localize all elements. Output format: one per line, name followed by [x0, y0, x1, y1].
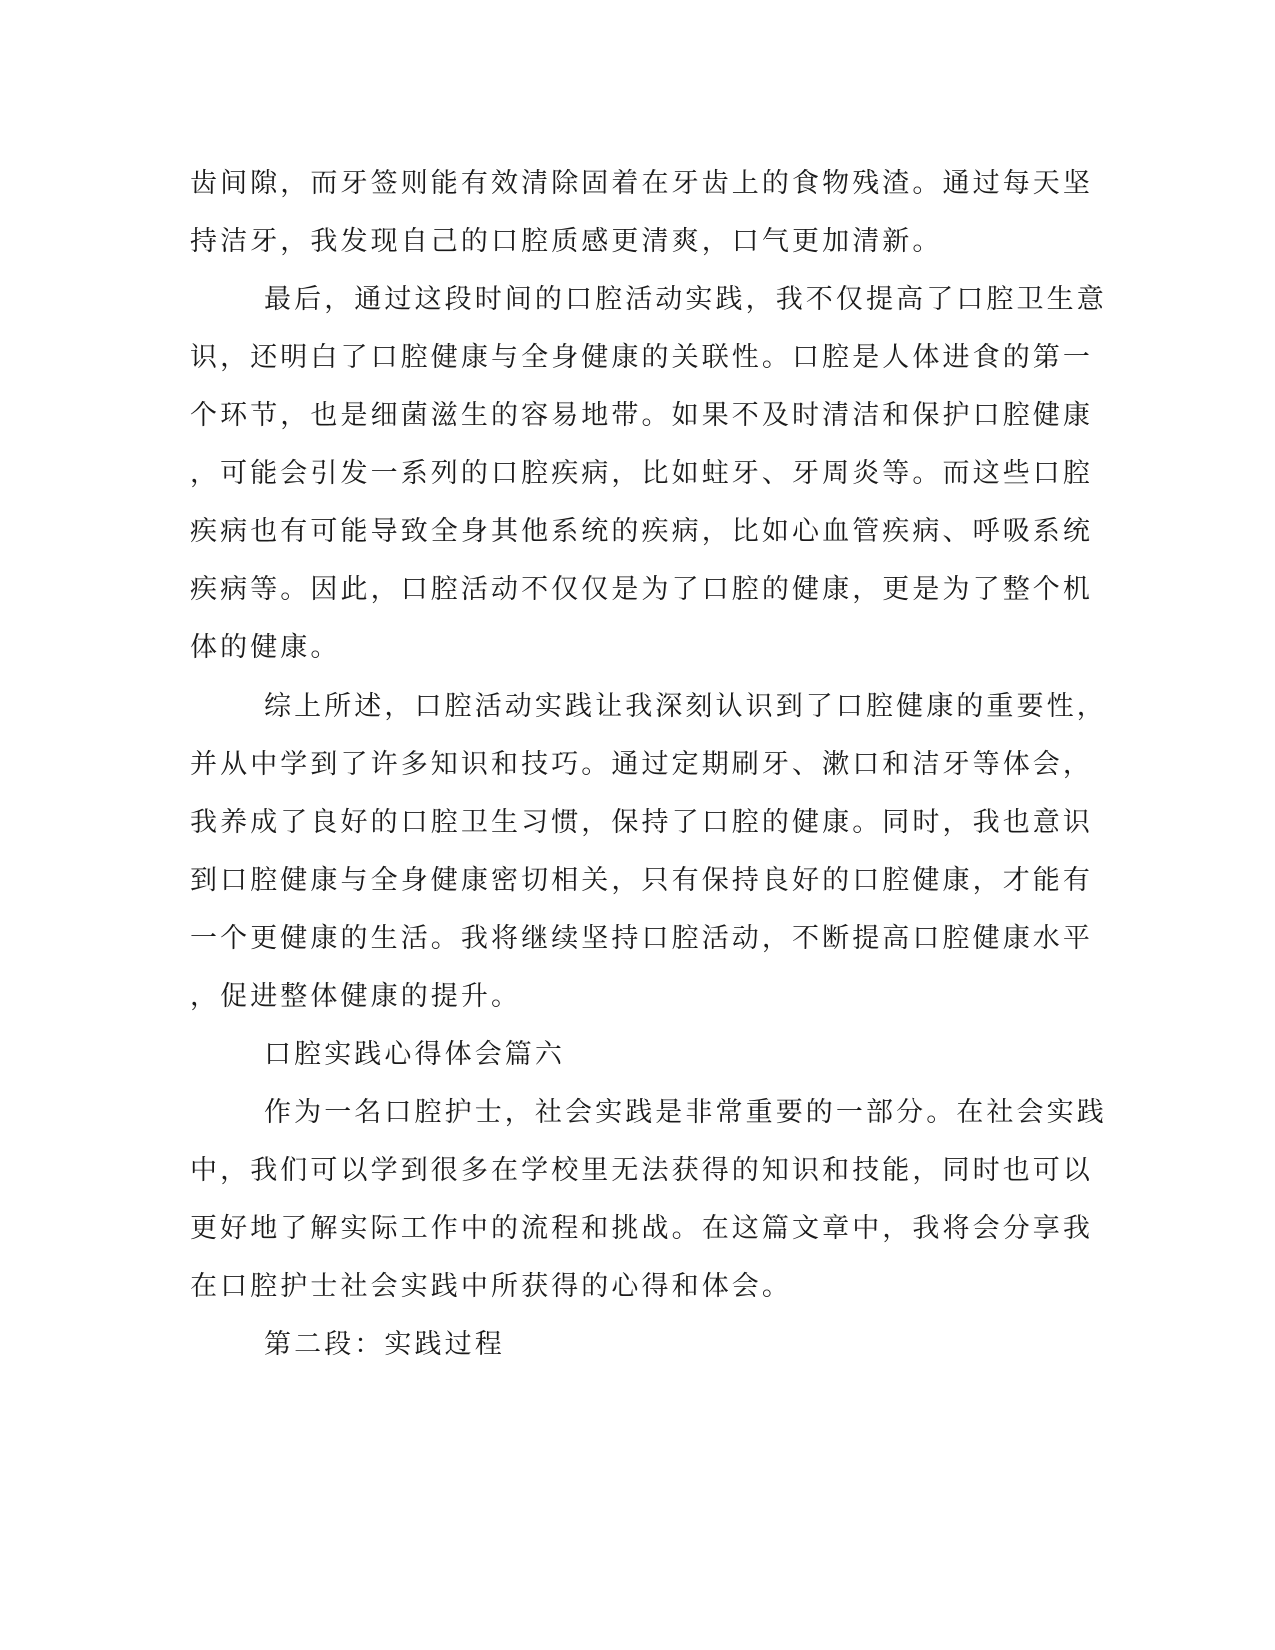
text-line: ，可能会引发一系列的口腔疾病，比如蛀牙、牙周炎等。而这些口腔 — [190, 458, 1093, 489]
section-heading: 口腔实践心得体会篇六 — [264, 1039, 565, 1070]
text-line: 中，我们可以学到很多在学校里无法获得的知识和技能，同时也可以 — [190, 1155, 1093, 1186]
text-line: 到口腔健康与全身健康密切相关，只有保持良好的口腔健康，才能有 — [190, 865, 1093, 896]
text-line: 并从中学到了许多知识和技巧。通过定期刷牙、漱口和洁牙等体会， — [190, 749, 1093, 780]
paragraph-start: 综上所述，口腔活动实践让我深刻认识到了口腔健康的重要性， — [264, 691, 1107, 722]
text-line: 识，还明白了口腔健康与全身健康的关联性。口腔是人体进食的第一 — [190, 342, 1093, 373]
text-line: 更好地了解实际工作中的流程和挑战。在这篇文章中，我将会分享我 — [190, 1213, 1093, 1244]
text-line: 疾病也有可能导致全身其他系统的疾病，比如心血管疾病、呼吸系统 — [190, 516, 1093, 547]
text-line: 持洁牙，我发现自己的口腔质感更清爽，口气更加清新。 — [190, 226, 943, 257]
text-line: 在口腔护士社会实践中所获得的心得和体会。 — [190, 1271, 792, 1302]
subsection-heading: 第二段：实践过程 — [264, 1329, 505, 1360]
text-line: 疾病等。因此，口腔活动不仅仅是为了口腔的健康，更是为了整个机 — [190, 574, 1093, 605]
text-line: 我养成了良好的口腔卫生习惯，保持了口腔的健康。同时，我也意识 — [190, 807, 1093, 838]
paragraph-start: 作为一名口腔护士，社会实践是非常重要的一部分。在社会实践 — [264, 1097, 1107, 1128]
text-line: 一个更健康的生活。我将继续坚持口腔活动，不断提高口腔健康水平 — [190, 923, 1093, 954]
text-line: ，促进整体健康的提升。 — [190, 981, 522, 1012]
text-line: 个环节，也是细菌滋生的容易地带。如果不及时清洁和保护口腔健康 — [190, 400, 1093, 431]
text-line: 体的健康。 — [190, 632, 341, 663]
paragraph-start: 最后，通过这段时间的口腔活动实践，我不仅提高了口腔卫生意 — [264, 284, 1107, 315]
text-line: 齿间隙，而牙签则能有效清除固着在牙齿上的食物残渣。通过每天坚 — [190, 168, 1093, 199]
